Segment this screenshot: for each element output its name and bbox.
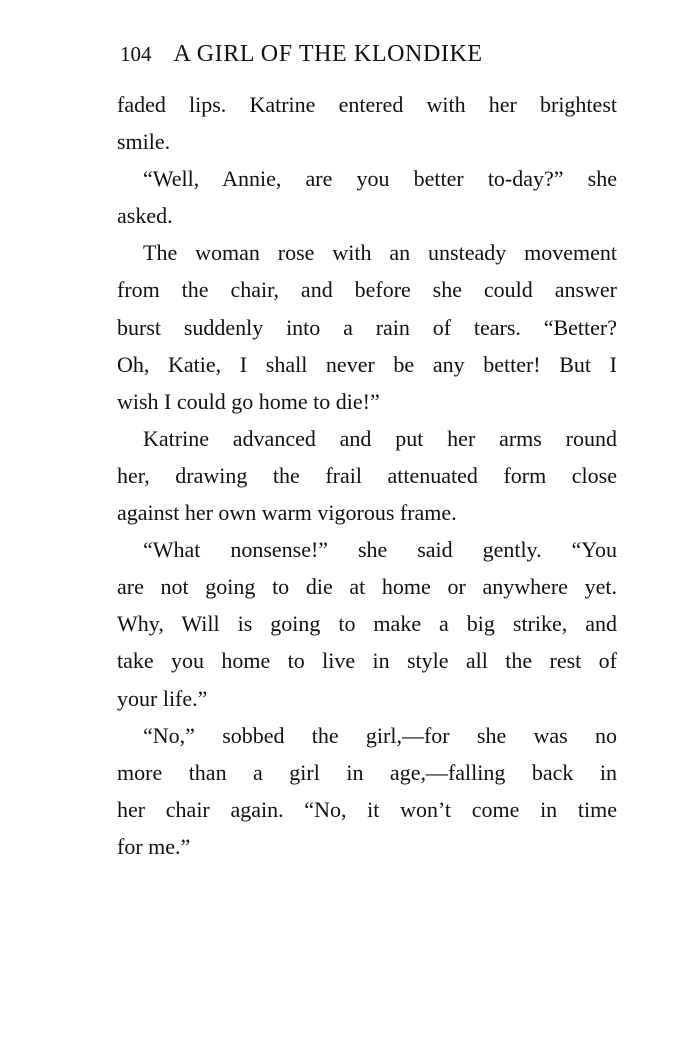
text-line: Katrine advanced and put her arms round bbox=[143, 425, 617, 451]
text-line: from the chair, and before she could answer bbox=[117, 277, 617, 303]
running-head: A GIRL OF THE KLONDIKE bbox=[173, 41, 483, 67]
paragraph bbox=[117, 160, 617, 234]
text-line: more than a girl in age,—falling back in bbox=[117, 759, 617, 785]
text-line: The woman rose with an unsteady movement bbox=[143, 240, 617, 266]
text-line: Why, Will is going to make a big strike, and bbox=[117, 611, 617, 637]
paragraph bbox=[117, 531, 617, 716]
paragraph bbox=[117, 420, 617, 531]
paragraph bbox=[117, 86, 617, 160]
page-number: 104 bbox=[120, 42, 152, 66]
text-line: asked. bbox=[117, 203, 173, 229]
text-line: smile. bbox=[117, 129, 171, 155]
text-line: take you home to live in style all the rest of bbox=[117, 648, 617, 674]
text-line: her chair again. “No, it won’t come in time bbox=[117, 796, 617, 822]
text-line: “Well, Annie, are you better to-day?” she bbox=[143, 166, 617, 192]
text-line: wish I could go home to die!” bbox=[117, 388, 380, 414]
text-line: your life.” bbox=[117, 685, 208, 711]
text-line: for me.” bbox=[117, 833, 191, 859]
text-line: “What nonsense!” she said gently. “You bbox=[143, 537, 617, 563]
body-text bbox=[117, 86, 617, 865]
text-line: are not going to die at home or anywhere yet. bbox=[117, 574, 617, 600]
paragraph bbox=[117, 717, 617, 865]
text-line: Oh, Katie, I shall never be any better! But I bbox=[117, 351, 617, 377]
text-line: against her own warm vigorous frame. bbox=[117, 500, 457, 526]
text-line: burst suddenly into a rain of tears. “Better? bbox=[117, 314, 617, 340]
text-line: her, drawing the frail attenuated form close bbox=[117, 462, 617, 488]
page-header bbox=[120, 38, 620, 70]
text-line: “No,” sobbed the girl,—for she was no bbox=[143, 722, 617, 748]
text-line: faded lips. Katrine entered with her brightest bbox=[117, 92, 617, 117]
paragraph bbox=[117, 234, 617, 419]
